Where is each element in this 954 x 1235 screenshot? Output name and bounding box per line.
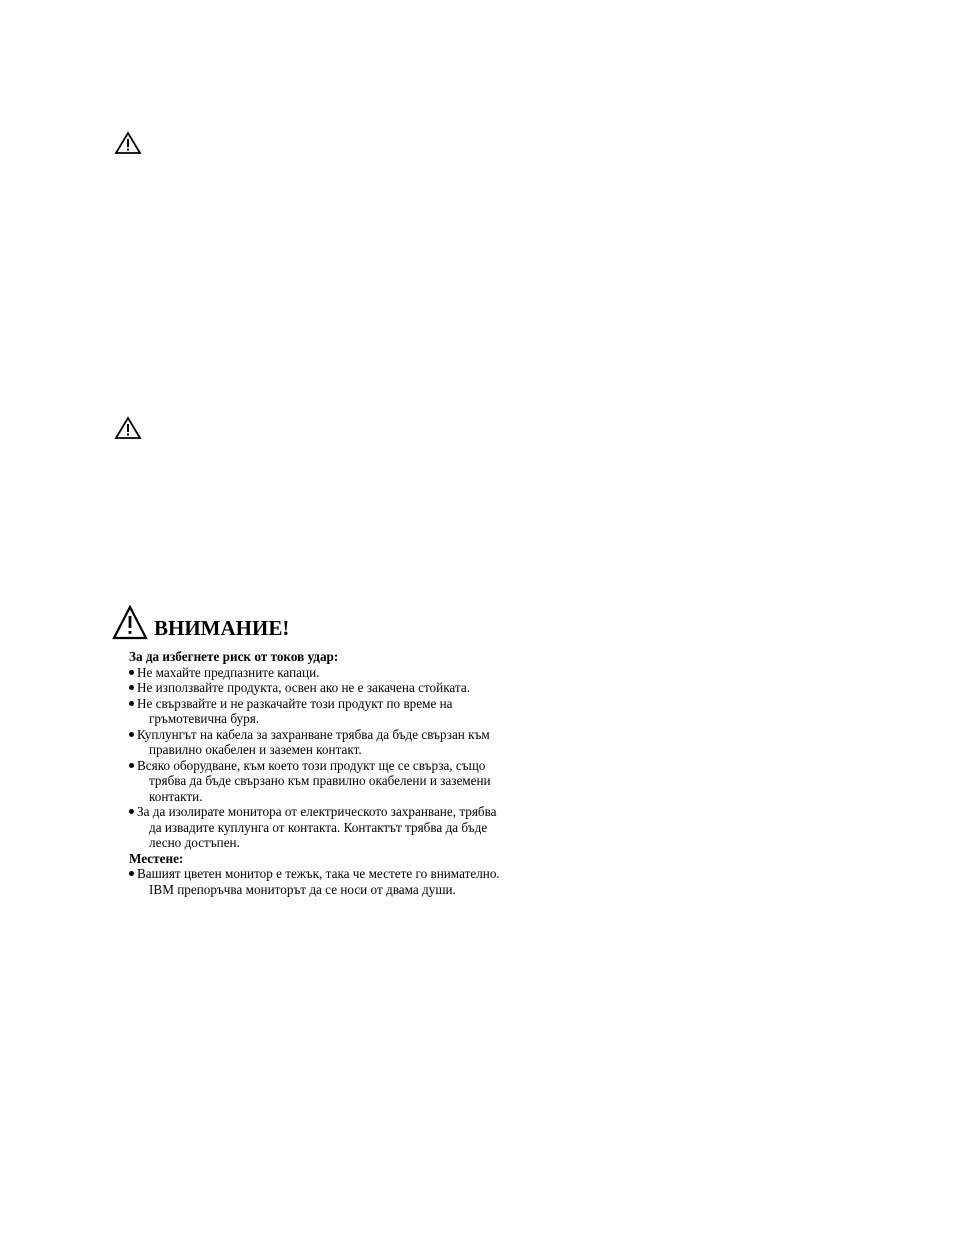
list-item-text: За да изолирате монитора от електрическото захранване, трябва — [137, 804, 497, 819]
list-item-text: трябва да бъде свързано към правилно окабелени и заземени — [149, 773, 491, 788]
section-title-electric-shock: За да избегнете риск от токов удар: — [129, 649, 339, 664]
electric-shock-list — [112, 665, 542, 851]
list-item — [112, 866, 542, 897]
list-item-text: правилно окабелен и заземен контакт. — [149, 742, 362, 757]
list-item-text: Вашият цветен монитор е тежък, така че местете го внимателно. — [137, 866, 500, 881]
list-item — [112, 680, 542, 696]
warning-triangle-icon — [112, 605, 148, 641]
list-item — [112, 758, 542, 805]
list-item — [112, 665, 542, 681]
bullet-icon — [129, 670, 134, 675]
bullet-icon — [129, 871, 134, 876]
list-item-text: Не свързвайте и не разкачайте този продукт по време на — [137, 695, 453, 711]
list-item-text: гръмотевична буря. — [149, 711, 260, 726]
section-title-moving: Местене: — [129, 850, 184, 866]
list-item — [112, 696, 542, 727]
list-item-text: Куплунгът на кабела за захранване трябва да бъде свързан към — [137, 726, 490, 742]
list-item-text: да извадите куплунга от контакта. Контактът трябва да бъде — [149, 819, 488, 835]
list-item-text: IBM препоръчва мониторът да се носи от двама души. — [149, 881, 456, 897]
caution-title: ВНИМАНИЕ! — [154, 616, 290, 640]
bullet-icon — [129, 685, 134, 690]
list-item-text: контакти. — [149, 788, 203, 804]
list-item-text: Не махайте предпазните капаци. — [137, 664, 320, 680]
bullet-icon — [129, 701, 134, 706]
list-item-text: Всяко оборудване, към което този продукт ще се свърза, също — [137, 757, 486, 773]
bullet-icon — [129, 763, 134, 768]
warning-triangle-icon — [114, 131, 142, 155]
bullet-icon — [129, 809, 134, 814]
list-item — [112, 727, 542, 758]
caution-header — [112, 603, 542, 641]
warning-triangle-icon — [114, 416, 142, 440]
bullet-icon — [129, 732, 134, 737]
caution-block — [112, 603, 542, 897]
list-item-text: Не използвайте продукта, освен ако не е закачена стойката. — [137, 680, 471, 695]
moving-list — [112, 866, 542, 897]
list-item — [112, 804, 542, 851]
list-item-text: лесно достъпен. — [149, 835, 240, 850]
